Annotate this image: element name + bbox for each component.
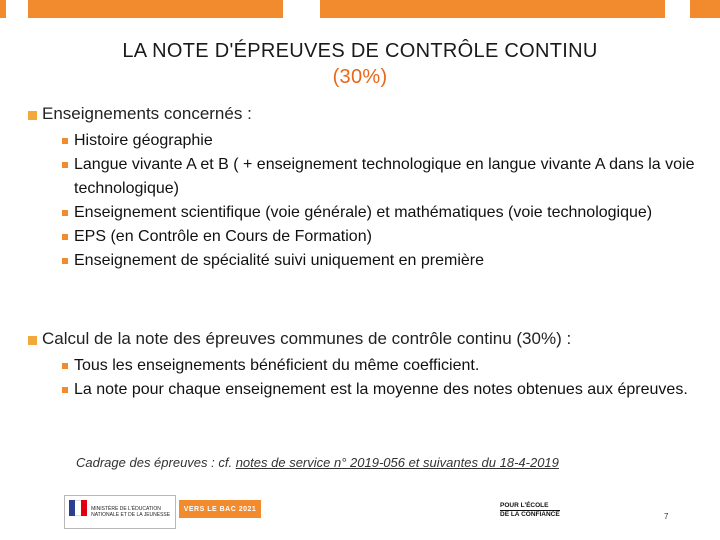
confiance-line2: DE LA CONFIANCE — [500, 511, 560, 518]
ministry-logo — [64, 495, 176, 529]
list-item-text: Enseignement de spécialité suivi uniquement en première — [74, 252, 485, 269]
bac-2021-badge: VERS LE BAC 2021 — [179, 500, 261, 518]
list-item-text: Langue vivante A et B ( + enseignement technologique en langue vivante A dans la voie technologique) — [74, 156, 695, 197]
square-bullet-icon — [28, 336, 37, 345]
ministry-name: MINISTÈRE DE L'ÉDUCATION NATIONALE ET DE LA JEUNESSE — [91, 506, 171, 518]
section-heading — [28, 103, 698, 125]
list-item — [62, 249, 698, 273]
square-bullet-icon — [62, 138, 68, 144]
square-bullet-icon — [62, 234, 68, 240]
list-item-text: La note pour chaque enseignement est la moyenne des notes obtenues aux épreuves. — [74, 381, 688, 398]
list-item — [62, 153, 698, 201]
confiance-line1: POUR L'ÉCOLE — [500, 502, 549, 509]
square-bullet-icon — [62, 162, 68, 168]
section-calcul — [28, 328, 698, 402]
cadrage-prefix: Cadrage des épreuves : cf. — [76, 455, 236, 470]
notes-de-service-link[interactable]: notes de service n° 2019-056 et suivantes du 18-4-2019 — [235, 455, 559, 470]
square-bullet-icon — [62, 363, 68, 369]
section-heading — [28, 328, 698, 350]
list-item — [62, 354, 698, 378]
list-item-text: Tous les enseignements bénéficient du même coefficient. — [74, 357, 480, 374]
bullet-list — [28, 354, 698, 402]
top-accent-bar — [320, 0, 665, 18]
page-number: 7 — [664, 512, 669, 521]
list-item-text: EPS (en Contrôle en Cours de Formation) — [74, 228, 372, 245]
page-title — [60, 38, 660, 90]
title-line2: (30%) — [332, 66, 388, 88]
list-item — [62, 201, 698, 225]
list-item-text: Histoire géographie — [74, 132, 213, 149]
section-heading-text: Enseignements concernés : — [42, 104, 252, 123]
list-item-text: Enseignement scientifique (voie générale) et mathématiques (voie technologique) — [74, 204, 653, 221]
section-enseignements — [28, 103, 698, 273]
title-line1: LA NOTE D'ÉPREUVES DE CONTRÔLE CONTINU — [122, 40, 598, 62]
ecole-confiance-logo — [500, 502, 560, 519]
bullet-list — [28, 129, 698, 273]
top-accent-bar — [690, 0, 720, 18]
marianne-flag-icon — [69, 500, 87, 524]
top-accent-bar — [0, 0, 6, 18]
list-item — [62, 378, 698, 402]
cadrage-note — [76, 455, 559, 470]
square-bullet-icon — [62, 387, 68, 393]
square-bullet-icon — [28, 111, 37, 120]
top-accent-bar — [28, 0, 283, 18]
square-bullet-icon — [62, 210, 68, 216]
section-heading-text: Calcul de la note des épreuves communes de contrôle continu (30%) : — [42, 329, 572, 348]
square-bullet-icon — [62, 258, 68, 264]
list-item — [62, 225, 698, 249]
list-item — [62, 129, 698, 153]
